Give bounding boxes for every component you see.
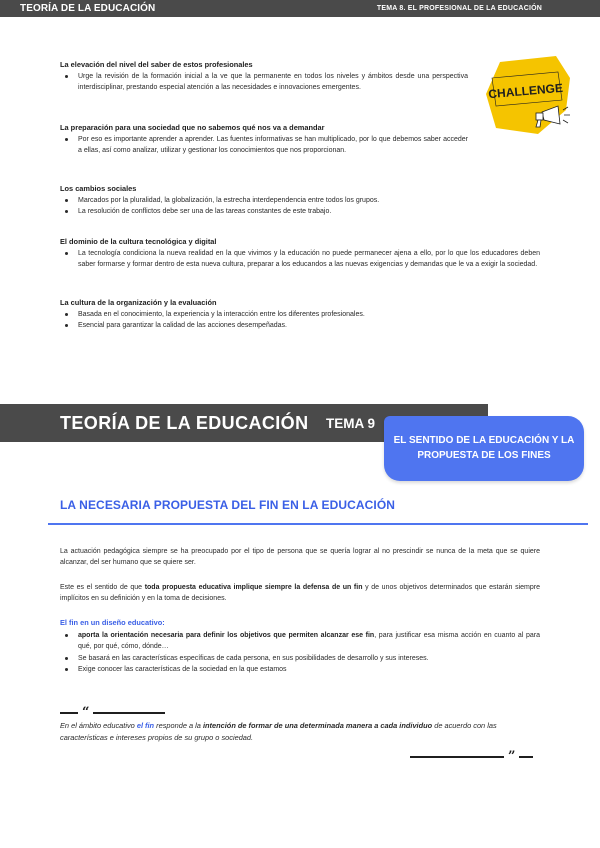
chapter-title-box — [384, 416, 584, 481]
list-item: Por eso es importante aprender a aprender. Las fuentes informativas se han multiplicado, por lo que debemos saber acceder a ellas, así como analizar, utilizar y gestionar los conocimientos que nos proporcionan. — [60, 134, 468, 157]
fin-list — [60, 630, 540, 676]
quote-rule — [60, 712, 78, 714]
list-item — [60, 630, 540, 653]
list-item: Marcados por la pluralidad, la globalización, la estrecha interdependencia entre todos los grupos. — [60, 195, 468, 206]
list-item: Esencial para garantizar la calidad de las acciones desempeñadas. — [60, 320, 468, 331]
section-title: Los cambios sociales — [60, 184, 137, 193]
quote-close-icon: ” — [508, 749, 516, 764]
list-item: Exige conocer las características de la sociedad en la que estamos — [60, 664, 540, 675]
section-organizacion — [60, 298, 468, 331]
chapter-title-line1: EL SENTIDO DE LA EDUCACIÓN Y LA — [393, 435, 575, 446]
paragraph-emphasis: toda propuesta educativa implique siempre la defensa de un fin — [144, 584, 363, 591]
quote-emphasis: intención de formar de una determinada manera a cada individuo — [202, 721, 433, 730]
chapter-number: TEMA 9 — [326, 416, 376, 431]
quote-rule — [519, 756, 533, 758]
heading-divider — [48, 523, 588, 525]
section-preparacion — [60, 123, 468, 156]
topic-title: TEMA 8. EL PROFESIONAL DE LA EDUCACIÓN — [376, 5, 542, 12]
section-cambios-sociales — [60, 184, 468, 217]
intro-paragraph: La actuación pedagógica siempre se ha preocupado por el tipo de persona que se quería lograr al no prescindir se nunca de la meta que se quiere alcanzar, del ser humano que se quiere ser. — [60, 548, 540, 567]
course-title: TEORÍA DE LA EDUCACIÓN — [20, 3, 156, 14]
section-title: La cultura de la organización y la evaluación — [60, 298, 217, 307]
section-heading: LA NECESARIA PROPUESTA DEL FIN EN LA EDUCACIÓN — [60, 498, 396, 512]
chapter-title-line2: PROPUESTA DE LOS FINES — [417, 450, 551, 461]
list-item-text: , para justificar esa misma acción en cuanto al para qué, por qué, cómo, dónde… — [78, 632, 540, 651]
pull-quote — [60, 720, 540, 744]
challenge-badge-icon — [478, 48, 578, 143]
list-item: Basada en el conocimiento, la experiencia y la interacción entre los diferentes profesionales. — [60, 309, 468, 320]
fin-title: El fin en un diseño educativo: — [60, 618, 165, 627]
section-title: La elevación del nivel del saber de estos profesionales — [60, 60, 253, 69]
section-cultura-tecnologica — [60, 237, 540, 270]
quote-text: En el ámbito educativo — [60, 721, 137, 730]
challenge-label: CHALLENGE — [487, 80, 564, 102]
quote-open-decoration — [60, 705, 165, 720]
quote-rule — [410, 756, 504, 758]
quote-open-icon: “ — [82, 705, 90, 720]
paragraph-text: Este es el sentido de que — [60, 584, 145, 591]
quote-close-decoration — [410, 749, 533, 764]
page-header — [0, 0, 600, 17]
quote-text: responde a la — [154, 721, 203, 730]
quote-term: el fin — [136, 721, 155, 730]
list-item: La tecnología condiciona la nueva realidad en la que vivimos y la educación no puede permanecer ajena a ello, por lo que los educadores deben saber formarse y formar dentro de esta nueva cultura, preparar a los educandos a las nuevas exigencias y demandas que le va a exigir la sociedad. — [60, 248, 540, 271]
paragraph-text: y de unos objetivos determinados que estarán siempre implícitos en su definición y en la toma de decisiones. — [60, 584, 540, 603]
sense-paragraph — [60, 582, 540, 605]
list-item: Urge la revisión de la formación inicial a la ve que la permanente en todos los niveles y ámbitos desde una perspectiva interdisciplinar, prestando especial atención a las necesidades e innovaciones emergentes. — [60, 71, 468, 94]
chapter-course-title: TEORÍA DE LA EDUCACIÓN — [60, 413, 309, 433]
quote-text: de acuerdo con las características e intereses propios de su grupo o sociedad. — [60, 721, 497, 742]
list-item: Se basará en las características específicas de cada persona, en sus posibilidades de desarrollo y sus intereses. — [60, 653, 540, 664]
section-title: La preparación para una sociedad que no sabemos qué nos va a demandar — [60, 123, 325, 132]
list-item-emphasis: aporta la orientación necesaria para definir los objetivos que permiten alcanzar ese fin — [78, 632, 375, 639]
list-item: La resolución de conflictos debe ser una de las tareas constantes de este trabajo. — [60, 206, 468, 217]
section-elevacion — [60, 60, 468, 93]
section-title: El dominio de la cultura tecnológica y digital — [60, 237, 217, 246]
quote-rule — [93, 712, 165, 714]
